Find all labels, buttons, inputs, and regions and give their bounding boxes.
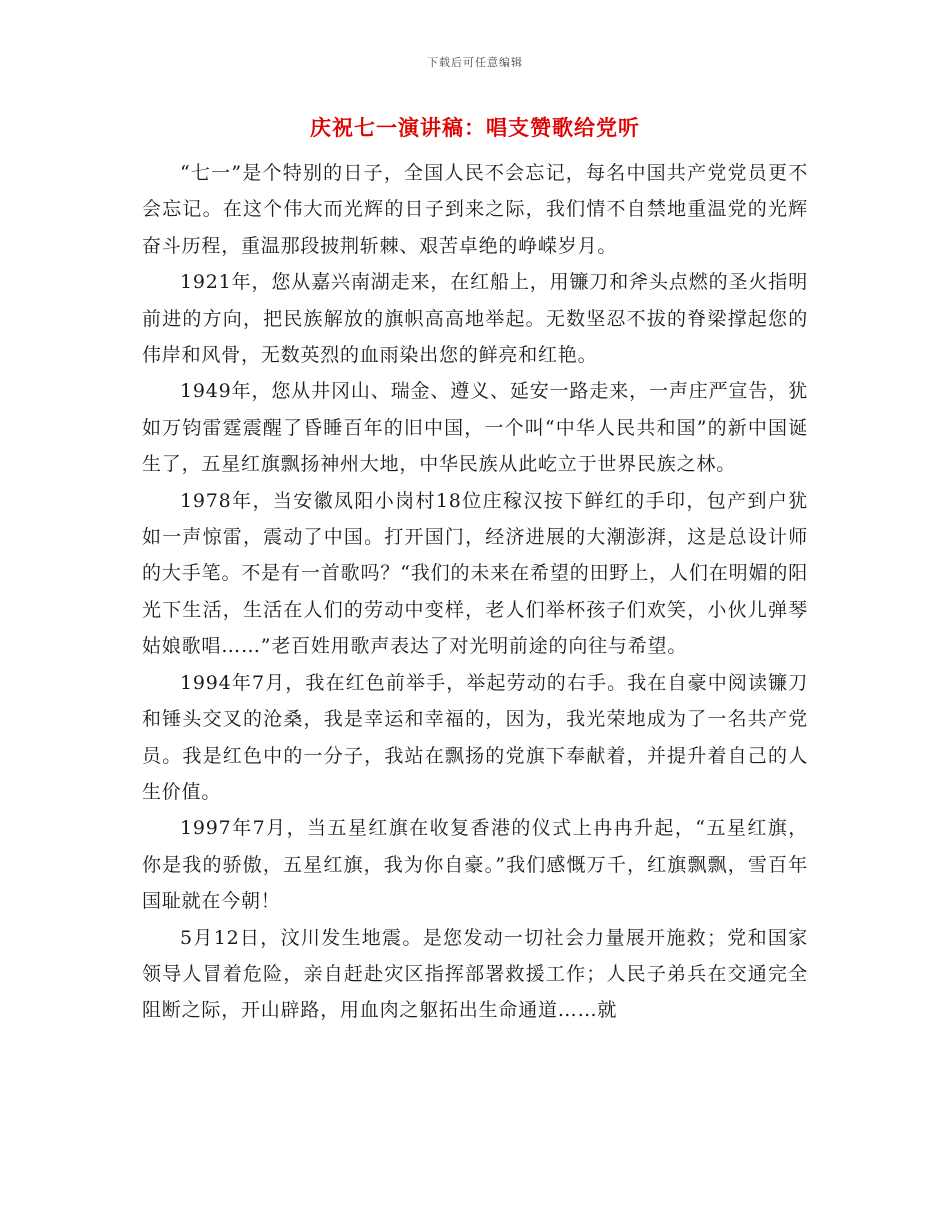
paragraph-1949: 1949年，您从井冈山、瑞金、遵义、延安一路走来，一声庄严宣告，犹如万钧雷霆震醒了昏睡百年的旧中国，一个叫“中华人民共和国”的新中国诞生了，五星红旗飘扬神州大地，中华民族从此屹立于世界民族之林。 [142, 380, 808, 476]
paragraph-wenchuan: 5月12日，汶川发生地震。是您发动一切社会力量展开施救；党和国家领导人冒着危险，亲自赶赴灾区指挥部署救援工作；人民子弟兵在交通完全阻断之际，开山辟路，用血肉之躯拓出生命通道……就 [142, 926, 808, 1022]
page-header: 下载后可任意编辑 [427, 56, 523, 69]
paragraph-1997: 1997年7月，当五星红旗在收复香港的仪式上冉冉升起，“五星红旗，你是我的骄傲，五星红旗，我为你自豪。”我们感慨万千，红旗飘飘，雪百年国耻就在今朝！ [142, 817, 808, 913]
document-body [142, 155, 808, 1029]
paragraph-1921: 1921年，您从嘉兴南湖走来，在红船上，用镰刀和斧头点燃的圣火指明前进的方向，把民族解放的旗帜高高地举起。无数坚忍不拔的脊梁撑起您的伟岸和风骨，无数英烈的血雨染出您的鲜亮和红艳。 [142, 271, 808, 367]
document-title: 庆祝七一演讲稿：唱支赞歌给党听 [310, 115, 640, 140]
paragraph-1994: 1994年7月，我在红色前举手，举起劳动的右手。我在自豪中阅读镰刀和锤头交叉的沧桑，我是幸运和幸福的，因为，我光荣地成为了一名共产党员。我是红色中的一分子，我站在飘扬的党旗下奉献着，并提升着自己的人生价值。 [142, 671, 808, 803]
paragraph-1978: 1978年，当安徽凤阳小岗村18位庄稼汉按下鲜红的手印，包产到户犹如一声惊雷，震动了中国。打开国门，经济进展的大潮澎湃，这是总设计师的大手笔。不是有一首歌吗？“我们的未来在希望的田野上，人们在明媚的阳光下生活，生活在人们的劳动中变样，老人们举杯孩子们欢笑，小伙儿弹琴姑娘歌唱……”老百姓用歌声表达了对光明前途的向往与希望。 [142, 489, 808, 658]
paragraph-intro: “七一”是个特别的日子，全国人民不会忘记，每名中国共产党党员更不会忘记。在这个伟大而光辉的日子到来之际，我们情不自禁地重温党的光辉奋斗历程，重温那段披荆斩棘、艰苦卓绝的峥嵘岁月。 [142, 162, 808, 257]
